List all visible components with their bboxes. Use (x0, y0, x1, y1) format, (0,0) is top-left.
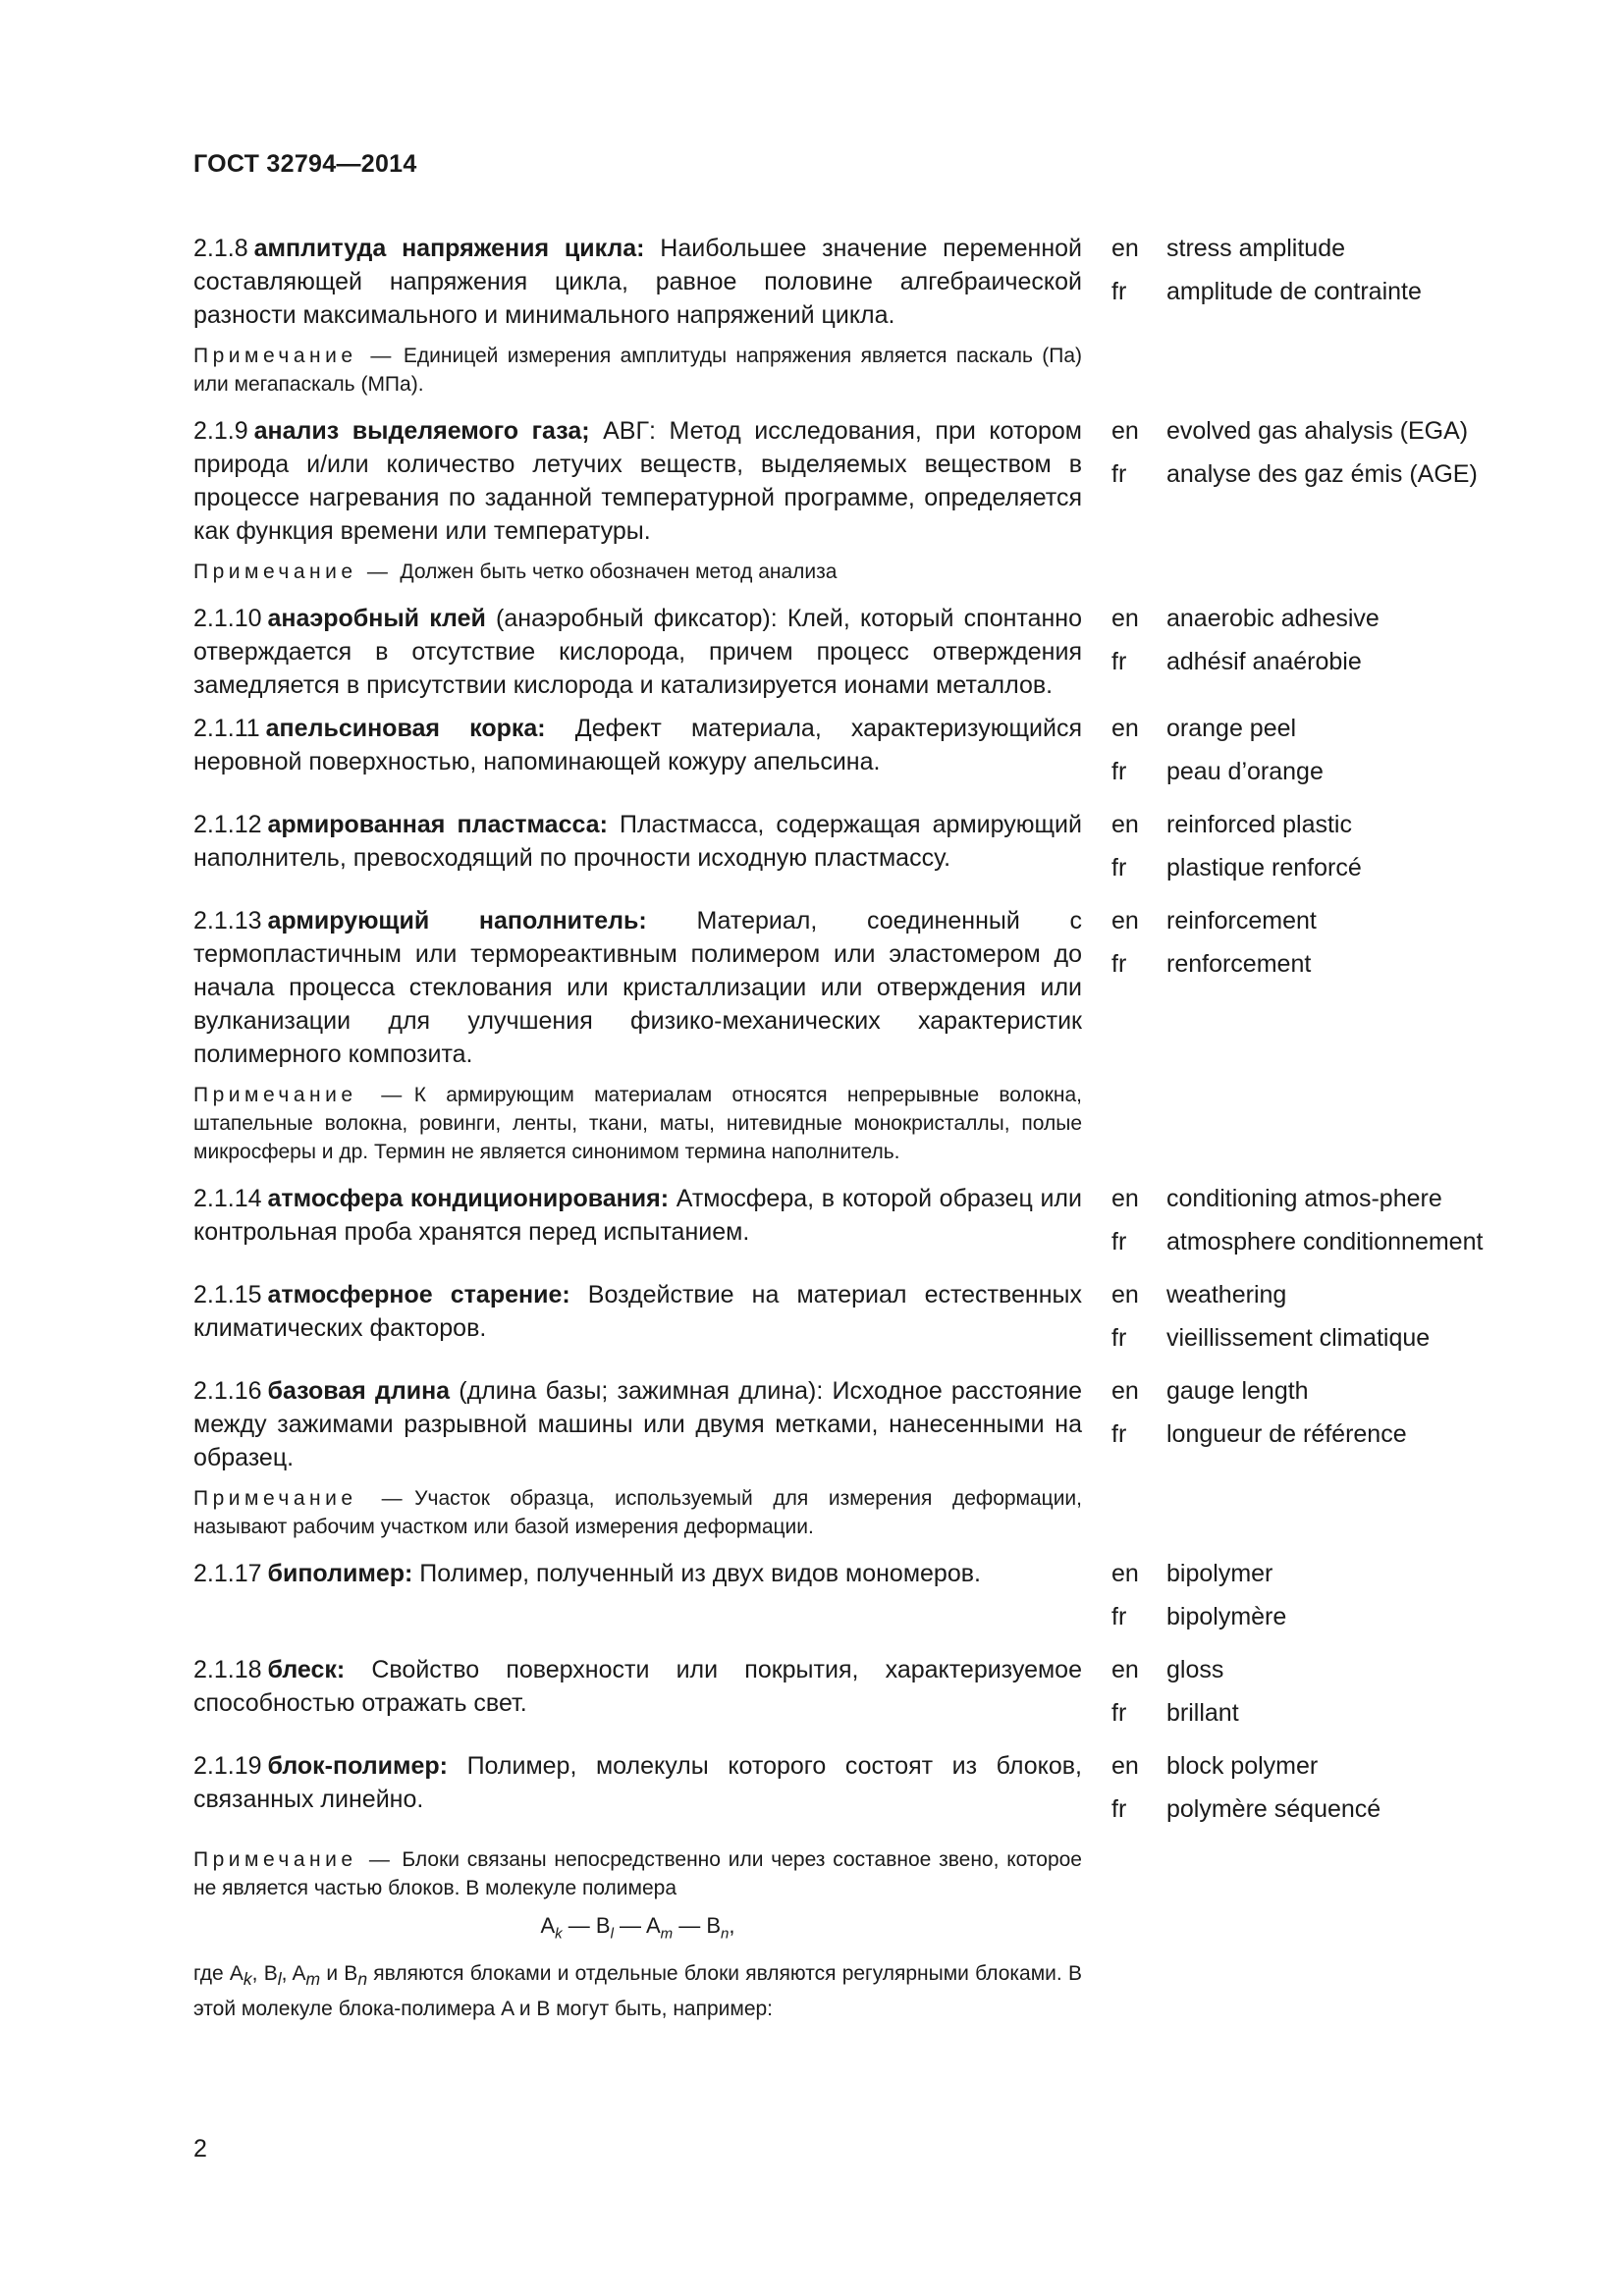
page-number: 2 (193, 2135, 207, 2163)
term-en: reinforcement (1166, 907, 1317, 934)
term-definition (193, 1374, 1082, 1474)
lang-en-label: en (1111, 811, 1139, 838)
term-text: Полимер, полученный из двух видов мономеров. (412, 1560, 981, 1587)
term-note (193, 1484, 1082, 1541)
term-name: армированная пластмасса: (267, 811, 608, 838)
term-fr: peau d’orange (1166, 758, 1324, 785)
term-name: базовая длина (267, 1377, 451, 1405)
term-translations (1111, 808, 1514, 894)
term-definition (193, 232, 1082, 332)
term-entry (193, 1653, 1514, 1739)
lang-fr-label: fr (1111, 1324, 1127, 1352)
term-entry (193, 712, 1514, 798)
term-definition (193, 712, 1082, 798)
term-number: 2.1.10 (193, 605, 262, 632)
term-number: 2.1.8 (193, 235, 248, 262)
term-number: 2.1.17 (193, 1560, 262, 1587)
term-entry (193, 808, 1514, 894)
term-en: bipolymer (1166, 1560, 1273, 1587)
term-entry (193, 904, 1514, 1071)
term-fr: polymère séquencé (1166, 1795, 1381, 1823)
term-fr: plastique renforcé (1166, 854, 1362, 881)
term-translations (1111, 712, 1514, 798)
term-note (193, 558, 1082, 586)
term-fr: atmosphere conditionnement (1166, 1228, 1484, 1255)
term-number: 2.1.11 (193, 715, 260, 742)
note-label: Примечание — (193, 1084, 406, 1106)
term-number: 2.1.9 (193, 417, 248, 445)
term-translations (1111, 1278, 1514, 1364)
term-en: anaerobic adhesive (1166, 605, 1380, 632)
note-text: Единицей измерения амплитуды напряжения является паскаль (Па) или мегапаскаль (МПа). (193, 345, 1083, 396)
note-label: Примечание — (193, 345, 396, 367)
note-text: К армирующим материалам относятся непрерывные волокна, штапельные волокна, ровинги, ленты, ткани, маты, нитевидные монокристаллы, полые микросферы и др. Термин не является синонимом термина наполнитель. (193, 1084, 1082, 1163)
term-note (193, 342, 1082, 399)
term-entry (193, 1182, 1514, 1268)
term-translations (1111, 1557, 1514, 1643)
term-entry (193, 1749, 1514, 1836)
lang-fr-label: fr (1111, 278, 1127, 305)
term-entry (193, 414, 1514, 548)
term-note (193, 1081, 1082, 1166)
term-number: 2.1.12 (193, 811, 262, 838)
term-entry (193, 602, 1514, 702)
term-en: reinforced plastic (1166, 811, 1352, 838)
term-en: gloss (1166, 1656, 1224, 1683)
note-text: Должен быть четко обозначен метод анализа (400, 561, 838, 583)
term-name: анализ выделяемого газа; (253, 417, 590, 445)
term-name: блеск: (267, 1656, 346, 1683)
term-entry (193, 1374, 1514, 1474)
term-en: block polymer (1166, 1752, 1319, 1780)
lang-fr-label: fr (1111, 950, 1127, 978)
lang-fr-label: fr (1111, 1420, 1127, 1448)
term-translations (1111, 602, 1514, 702)
term-definition (193, 602, 1082, 702)
term-name: апельсиновая корка: (265, 715, 546, 742)
lang-en-label: en (1111, 1560, 1139, 1587)
term-number: 2.1.19 (193, 1752, 262, 1780)
term-number: 2.1.14 (193, 1185, 262, 1212)
lang-en-label: en (1111, 715, 1139, 742)
term-fr: renforcement (1166, 950, 1312, 978)
term-number: 2.1.15 (193, 1281, 262, 1308)
term-translations (1111, 232, 1514, 332)
term-en: orange peel (1166, 715, 1297, 742)
term-en: conditioning atmos-phere (1166, 1185, 1442, 1212)
term-en: gauge length (1166, 1377, 1309, 1405)
term-en: evolved gas ahalysis (EGA) (1166, 417, 1469, 445)
lang-en-label: en (1111, 605, 1139, 632)
term-number: 2.1.13 (193, 907, 262, 934)
lang-en-label: en (1111, 1752, 1139, 1780)
term-text: Атмосфера, в которой образец или контрольная проба хранятся перед испытанием. (193, 1185, 1082, 1246)
term-translations (1111, 1653, 1514, 1739)
term-name: атмосферное старение: (267, 1281, 570, 1308)
lang-fr-label: fr (1111, 460, 1127, 488)
note-label: Примечание — (193, 1487, 407, 1510)
term-text: Свойство поверхности или покрытия, характеризуемое способностью отражать свет. (193, 1656, 1082, 1717)
lang-en-label: en (1111, 1281, 1139, 1308)
term-definition (193, 808, 1082, 894)
note-text: Участок образца, используемый для измерения деформации, называют рабочим участком или базой измерения деформации. (193, 1487, 1082, 1538)
lang-en-label: en (1111, 907, 1139, 934)
term-fr: longueur de référence (1166, 1420, 1407, 1448)
lang-fr-label: fr (1111, 1603, 1127, 1630)
term-text: Полимер, молекулы которого состоят из блоков, связанных линейно. (193, 1752, 1082, 1813)
term-entry (193, 1278, 1514, 1364)
lang-fr-label: fr (1111, 854, 1127, 881)
term-fr: bipolymère (1166, 1603, 1287, 1630)
term-definition (193, 1182, 1082, 1268)
term-definition (193, 414, 1082, 548)
terms-list (193, 232, 1514, 2039)
term-definition (193, 1653, 1082, 1739)
term-name: амплитуда напряжения цикла: (253, 235, 645, 262)
term-translations (1111, 1749, 1514, 1836)
lang-fr-label: fr (1111, 758, 1127, 785)
term-text: Наибольшее значение переменной составляющей напряжения цикла, равное половине алгебраической разности максимального и минимального напряжений цикла. (193, 235, 1082, 329)
term-name: блок-полимер: (267, 1752, 448, 1780)
term-text: Пластмасса, содержащая армирующий наполнитель, превосходящий по прочности исходную пластмассу. (193, 811, 1082, 872)
term-en: stress amplitude (1166, 235, 1346, 262)
term-number: 2.1.18 (193, 1656, 262, 1683)
term-text: (длина базы; зажимная длина): Исходное расстояние между зажимами разрывной машины или двумя метками, нанесенными на образец. (193, 1377, 1082, 1471)
term-text: Дефект материала, характеризующийся неровной поверхностью, напоминающей кожуру апельсина. (193, 715, 1082, 775)
lang-en-label: en (1111, 1185, 1139, 1212)
term-definition (193, 1749, 1082, 1836)
term-fr: analyse des gaz émis (AGE) (1166, 460, 1478, 488)
term-text: Воздействие на материал естественных климатических факторов. (193, 1281, 1082, 1342)
term-text: АВГ: Метод исследования, при котором природа и/или количество летучих веществ, выделяемых веществом в процессе нагревания по заданной температурной программе, определяется как функция времени или температуры. (193, 417, 1082, 545)
term-translations (1111, 904, 1514, 1071)
note-text: Блоки связаны непосредственно или через составное звено, которое не является частью блоков. В молекуле полимера (193, 1848, 1082, 1899)
term-translations (1111, 1374, 1514, 1474)
term-definition (193, 1278, 1082, 1364)
term-definition (193, 1557, 1082, 1643)
lang-en-label: en (1111, 1656, 1139, 1683)
term-number: 2.1.16 (193, 1377, 262, 1405)
term-name: анаэробный клей (267, 605, 486, 632)
document-header: ГОСТ 32794—2014 (193, 150, 417, 178)
term-entry (193, 1557, 1514, 1643)
term-translations (1111, 1182, 1514, 1268)
note-label: Примечание — (193, 1848, 395, 1871)
term-fr: amplitude de contrainte (1166, 278, 1422, 305)
lang-en-label: en (1111, 235, 1139, 262)
term-name: биполимер: (267, 1560, 413, 1587)
lang-en-label: en (1111, 417, 1139, 445)
term-fr: adhésif anaérobie (1166, 648, 1362, 675)
term-name: армирующий наполнитель: (267, 907, 647, 934)
term-fr: brillant (1166, 1699, 1239, 1727)
term-en: weathering (1166, 1281, 1287, 1308)
formula-explanation: где $A_k$, $B_l$, $A_m$ и $B_n$ являются блоками и отдельные блоки являются регулярными блоками. В этой молекуле блока-полимера A и B могут быть, например: (193, 1962, 1082, 2020)
term-text: Материал, соединенный с термопластичным или термореактивным полимером или эластомером до начала процесса стеклования или кристаллизации или отверждения или вулканизации для улучшения физико-механических характеристик полимерного композита. (193, 907, 1082, 1068)
term-name: атмосфера кондиционирования: (267, 1185, 670, 1212)
lang-fr-label: fr (1111, 1228, 1127, 1255)
lang-fr-label: fr (1111, 1795, 1127, 1823)
term-definition (193, 904, 1082, 1071)
term-fr: vieillissement climatique (1166, 1324, 1431, 1352)
term-entry (193, 232, 1514, 332)
block-polymer-formula: $A_k$ — $B_l$ — $A_m$ — $B_n$, (540, 1913, 735, 1943)
lang-en-label: en (1111, 1377, 1139, 1405)
term-translations (1111, 414, 1514, 548)
note-label: Примечание — (193, 561, 393, 583)
term-note (193, 1845, 1082, 1902)
lang-fr-label: fr (1111, 648, 1127, 675)
term-text: (анаэробный фиксатор): Клей, который спонтанно отверждается в отсутствие кислорода, причем процесс отверждения замедляется в присутствии кислорода и катализируется ионами металлов. (193, 605, 1082, 699)
lang-fr-label: fr (1111, 1699, 1127, 1727)
